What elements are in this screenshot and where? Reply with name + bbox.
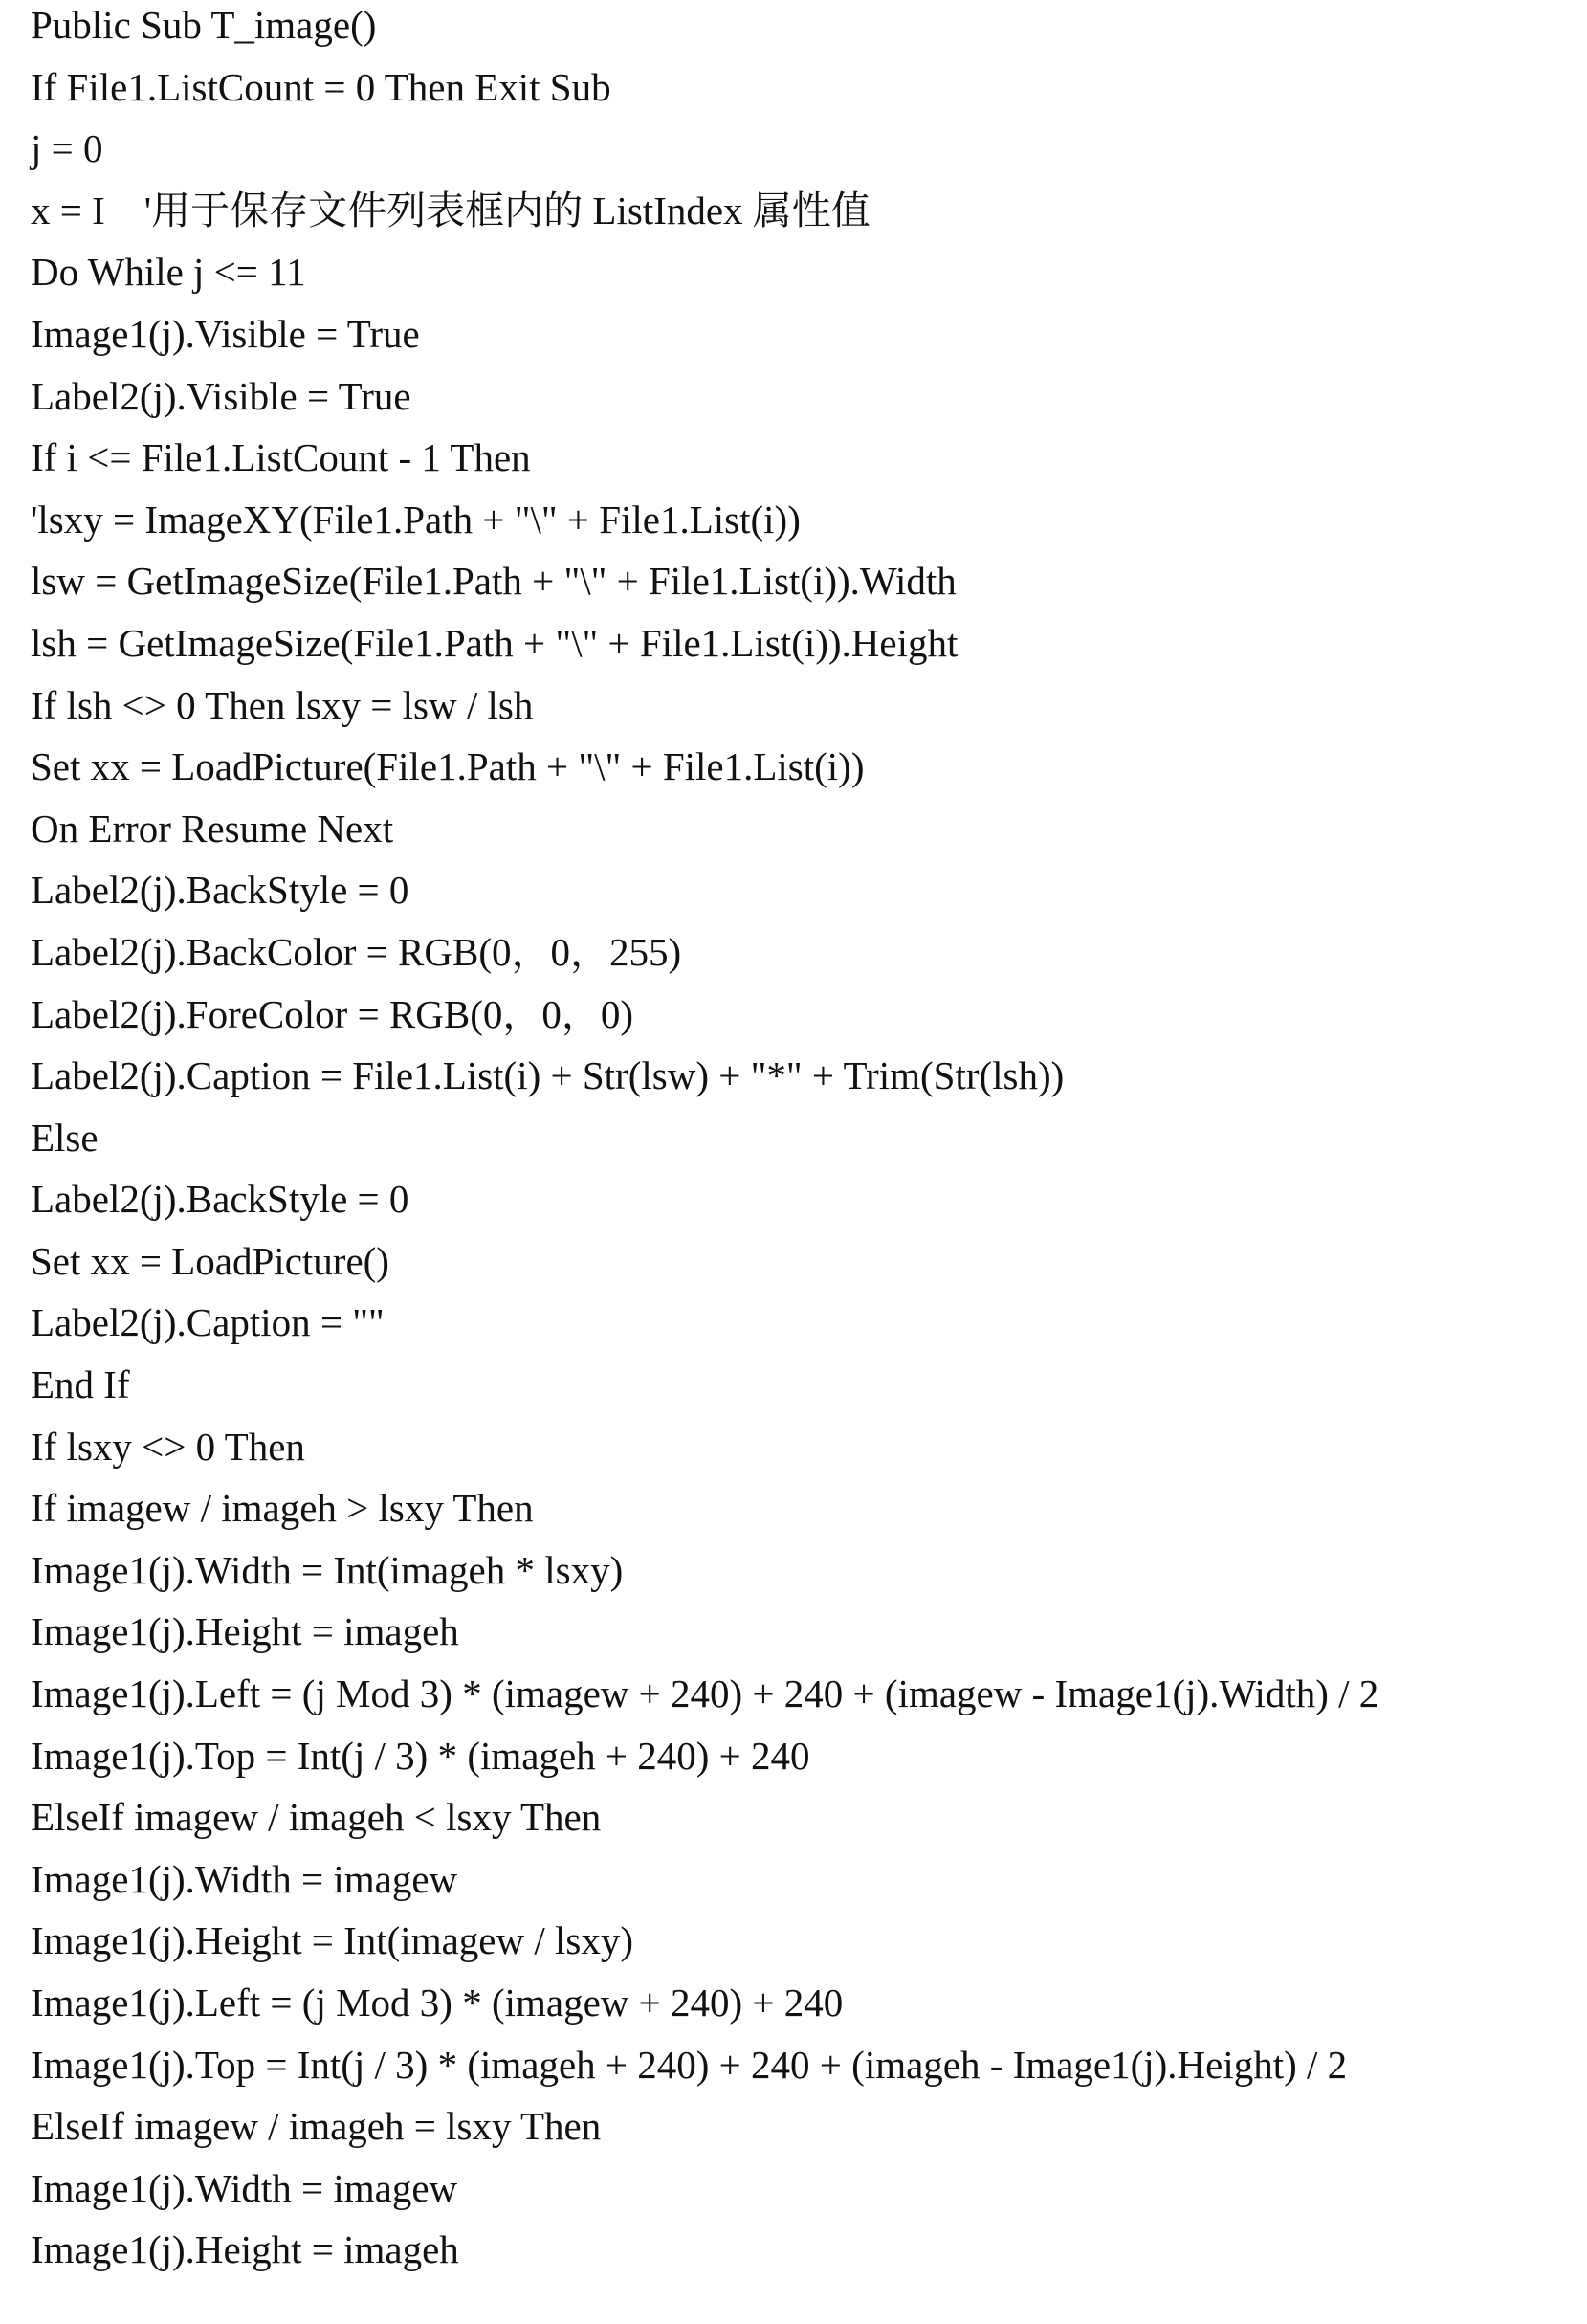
code-line: On Error Resume Next	[31, 806, 394, 851]
code-line: Image1(j).Width = imagew	[31, 2165, 458, 2210]
code-line: Label2(j).ForeColor = RGB(0，0，0)	[31, 991, 634, 1036]
code-listing	[31, 0, 1561, 2287]
code-line: Image1(j).Width = imagew	[31, 1856, 458, 1901]
code-line: Image1(j).Width = Int(imageh * lsxy)	[31, 1547, 624, 1592]
code-line: Else	[31, 1115, 99, 1160]
code-line: If lsh <> 0 Then lsxy = lsw / lsh	[31, 682, 534, 727]
code-line: lsw = GetImageSize(File1.Path + "\" + File1.List(i)).Width	[31, 559, 957, 604]
code-line: Label2(j).Caption = File1.List(i) + Str(lsw) + "*" + Trim(Str(lsh))	[31, 1053, 1065, 1098]
code-line: ElseIf imagew / imageh < lsxy Then	[31, 1795, 602, 1840]
code-line: lsh = GetImageSize(File1.Path + "\" + File1.List(i)).Height	[31, 620, 959, 665]
code-line: Set xx = LoadPicture()	[31, 1238, 389, 1283]
code-line: Image1(j).Visible = True	[31, 311, 420, 356]
code-line: Set xx = LoadPicture(File1.Path + "\" + File1.List(i))	[31, 744, 865, 789]
code-line: j = 0	[31, 126, 103, 171]
code-line: Label2(j).Visible = True	[31, 373, 411, 418]
code-line: 'lsxy = ImageXY(File1.Path + "\" + File1.List(i))	[31, 497, 801, 542]
code-line: Label2(j).BackColor = RGB(0，0，255)	[31, 929, 682, 974]
code-line: Image1(j).Top = Int(j / 3) * (imageh + 240) + 240 + (imageh - Image1(j).Height) / 2	[31, 2042, 1348, 2087]
code-line: If imagew / imageh > lsxy Then	[31, 1486, 534, 1531]
code-line: Image1(j).Height = imageh	[31, 1609, 459, 1654]
code-line: Public Sub T_image()	[31, 3, 377, 47]
code-line: Image1(j).Left = (j Mod 3) * (imagew + 240) + 240	[31, 1981, 844, 2025]
code-line: If lsxy <> 0 Then	[31, 1424, 305, 1469]
code-line: ElseIf imagew / imageh = lsxy Then	[31, 2104, 602, 2149]
code-line: Image1(j).Top = Int(j / 3) * (imageh + 240) + 240	[31, 1733, 810, 1778]
code-line: If i <= File1.ListCount - 1 Then	[31, 435, 531, 480]
code-line: If File1.ListCount = 0 Then Exit Sub	[31, 64, 611, 109]
code-line: Label2(j).BackStyle = 0	[31, 868, 409, 913]
code-line: Do While j <= 11	[31, 250, 306, 295]
code-line: Image1(j).Height = Int(imagew / lsxy)	[31, 1918, 633, 1963]
code-line: x = I '用于保存文件列表框内的 ListIndex 属性值	[31, 188, 871, 232]
code-line: Image1(j).Height = imageh	[31, 2227, 459, 2272]
code-line: Label2(j).Caption = ""	[31, 1300, 385, 1345]
code-line: Label2(j).BackStyle = 0	[31, 1177, 409, 1222]
code-line: Image1(j).Left = (j Mod 3) * (imagew + 240) + 240 + (imagew - Image1(j).Width) / 2	[31, 1671, 1379, 1716]
code-line: End If	[31, 1362, 130, 1407]
